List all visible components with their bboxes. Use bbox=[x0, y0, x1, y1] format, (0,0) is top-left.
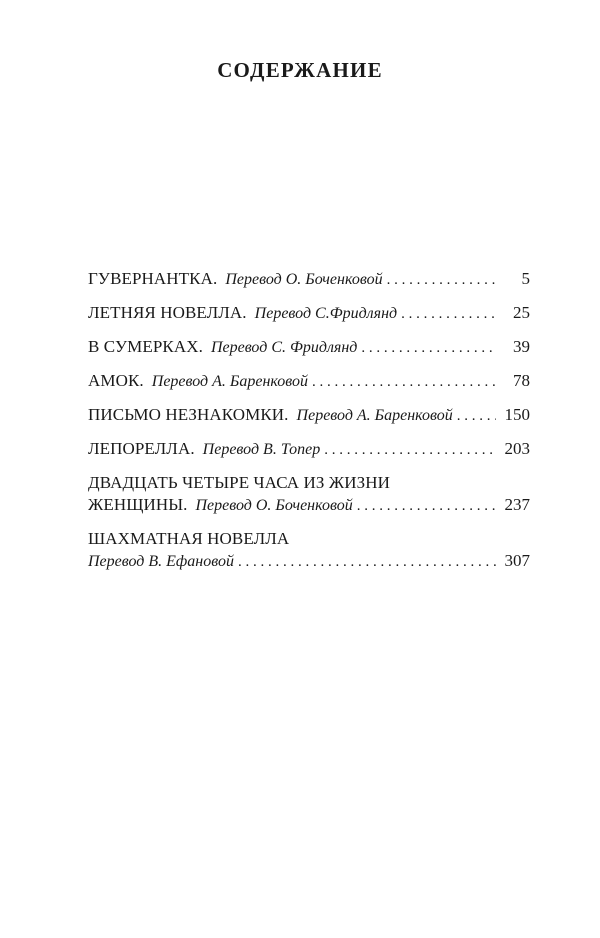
dot-leader bbox=[357, 495, 496, 517]
toc-entry-page: 150 bbox=[504, 405, 530, 424]
toc-entry-title: ЛЕПОРЕЛЛА. bbox=[88, 439, 195, 458]
dot-leader bbox=[387, 269, 496, 291]
toc-entry-page: 39 bbox=[513, 337, 530, 356]
toc-entry-page: 203 bbox=[504, 439, 530, 458]
table-of-contents bbox=[88, 268, 530, 584]
toc-entry[interactable] bbox=[88, 528, 530, 573]
dot-leader bbox=[312, 371, 496, 393]
toc-entry-translator: Перевод А. Баренковой bbox=[296, 407, 453, 424]
toc-entry-title: В СУМЕРКАХ. bbox=[88, 337, 203, 356]
toc-entry-page: 307 bbox=[504, 551, 530, 570]
toc-entry-continuation bbox=[88, 494, 530, 517]
toc-entry-translator: Перевод С. Фридлянд bbox=[210, 339, 358, 356]
toc-entry-translator: Перевод А. Баренковой bbox=[151, 373, 308, 390]
toc-entry-title: ДВАДЦАТЬ ЧЕТЫРЕ ЧАСА ИЗ ЖИЗНИ bbox=[88, 473, 390, 492]
toc-entry[interactable] bbox=[88, 302, 530, 325]
dot-leader bbox=[361, 337, 496, 359]
toc-entry[interactable] bbox=[88, 472, 530, 517]
toc-entry-title: ГУВЕРНАНТКА. bbox=[88, 269, 218, 288]
toc-entry[interactable] bbox=[88, 370, 530, 393]
toc-entry[interactable] bbox=[88, 404, 530, 427]
page-title: СОДЕРЖАНИЕ bbox=[217, 58, 383, 82]
toc-entry-translator: Перевод В. Топер bbox=[202, 441, 321, 458]
toc-entry-title: ШАХМАТНАЯ НОВЕЛЛА bbox=[88, 529, 290, 548]
toc-entry-title: АМОК. bbox=[88, 371, 144, 390]
dot-leader bbox=[238, 551, 496, 573]
toc-entry-translator: Перевод О. Боченковой bbox=[225, 271, 383, 288]
toc-entry-page: 237 bbox=[504, 495, 530, 514]
toc-entry-translator: Перевод В. Ефановой bbox=[88, 553, 234, 570]
toc-entry-title: ПИСЬМО НЕЗНАКОМКИ. bbox=[88, 405, 289, 424]
toc-entry[interactable] bbox=[88, 336, 530, 359]
toc-entry-title: ЛЕТНЯЯ НОВЕЛЛА. bbox=[88, 303, 247, 322]
toc-entry[interactable] bbox=[88, 268, 530, 291]
toc-entry-page: 5 bbox=[521, 269, 530, 288]
toc-entry-title: ЖЕНЩИНЫ. bbox=[88, 495, 188, 514]
toc-entry-translator: Перевод С.Фридлянд bbox=[254, 305, 398, 322]
dot-leader bbox=[401, 303, 496, 325]
toc-entry[interactable] bbox=[88, 438, 530, 461]
toc-entry-page: 25 bbox=[513, 303, 530, 322]
dot-leader bbox=[457, 405, 496, 427]
toc-entry-page: 78 bbox=[513, 371, 530, 390]
dot-leader bbox=[324, 439, 496, 461]
toc-entry-translator: Перевод О. Боченковой bbox=[195, 497, 353, 514]
toc-entry-continuation bbox=[88, 550, 530, 573]
